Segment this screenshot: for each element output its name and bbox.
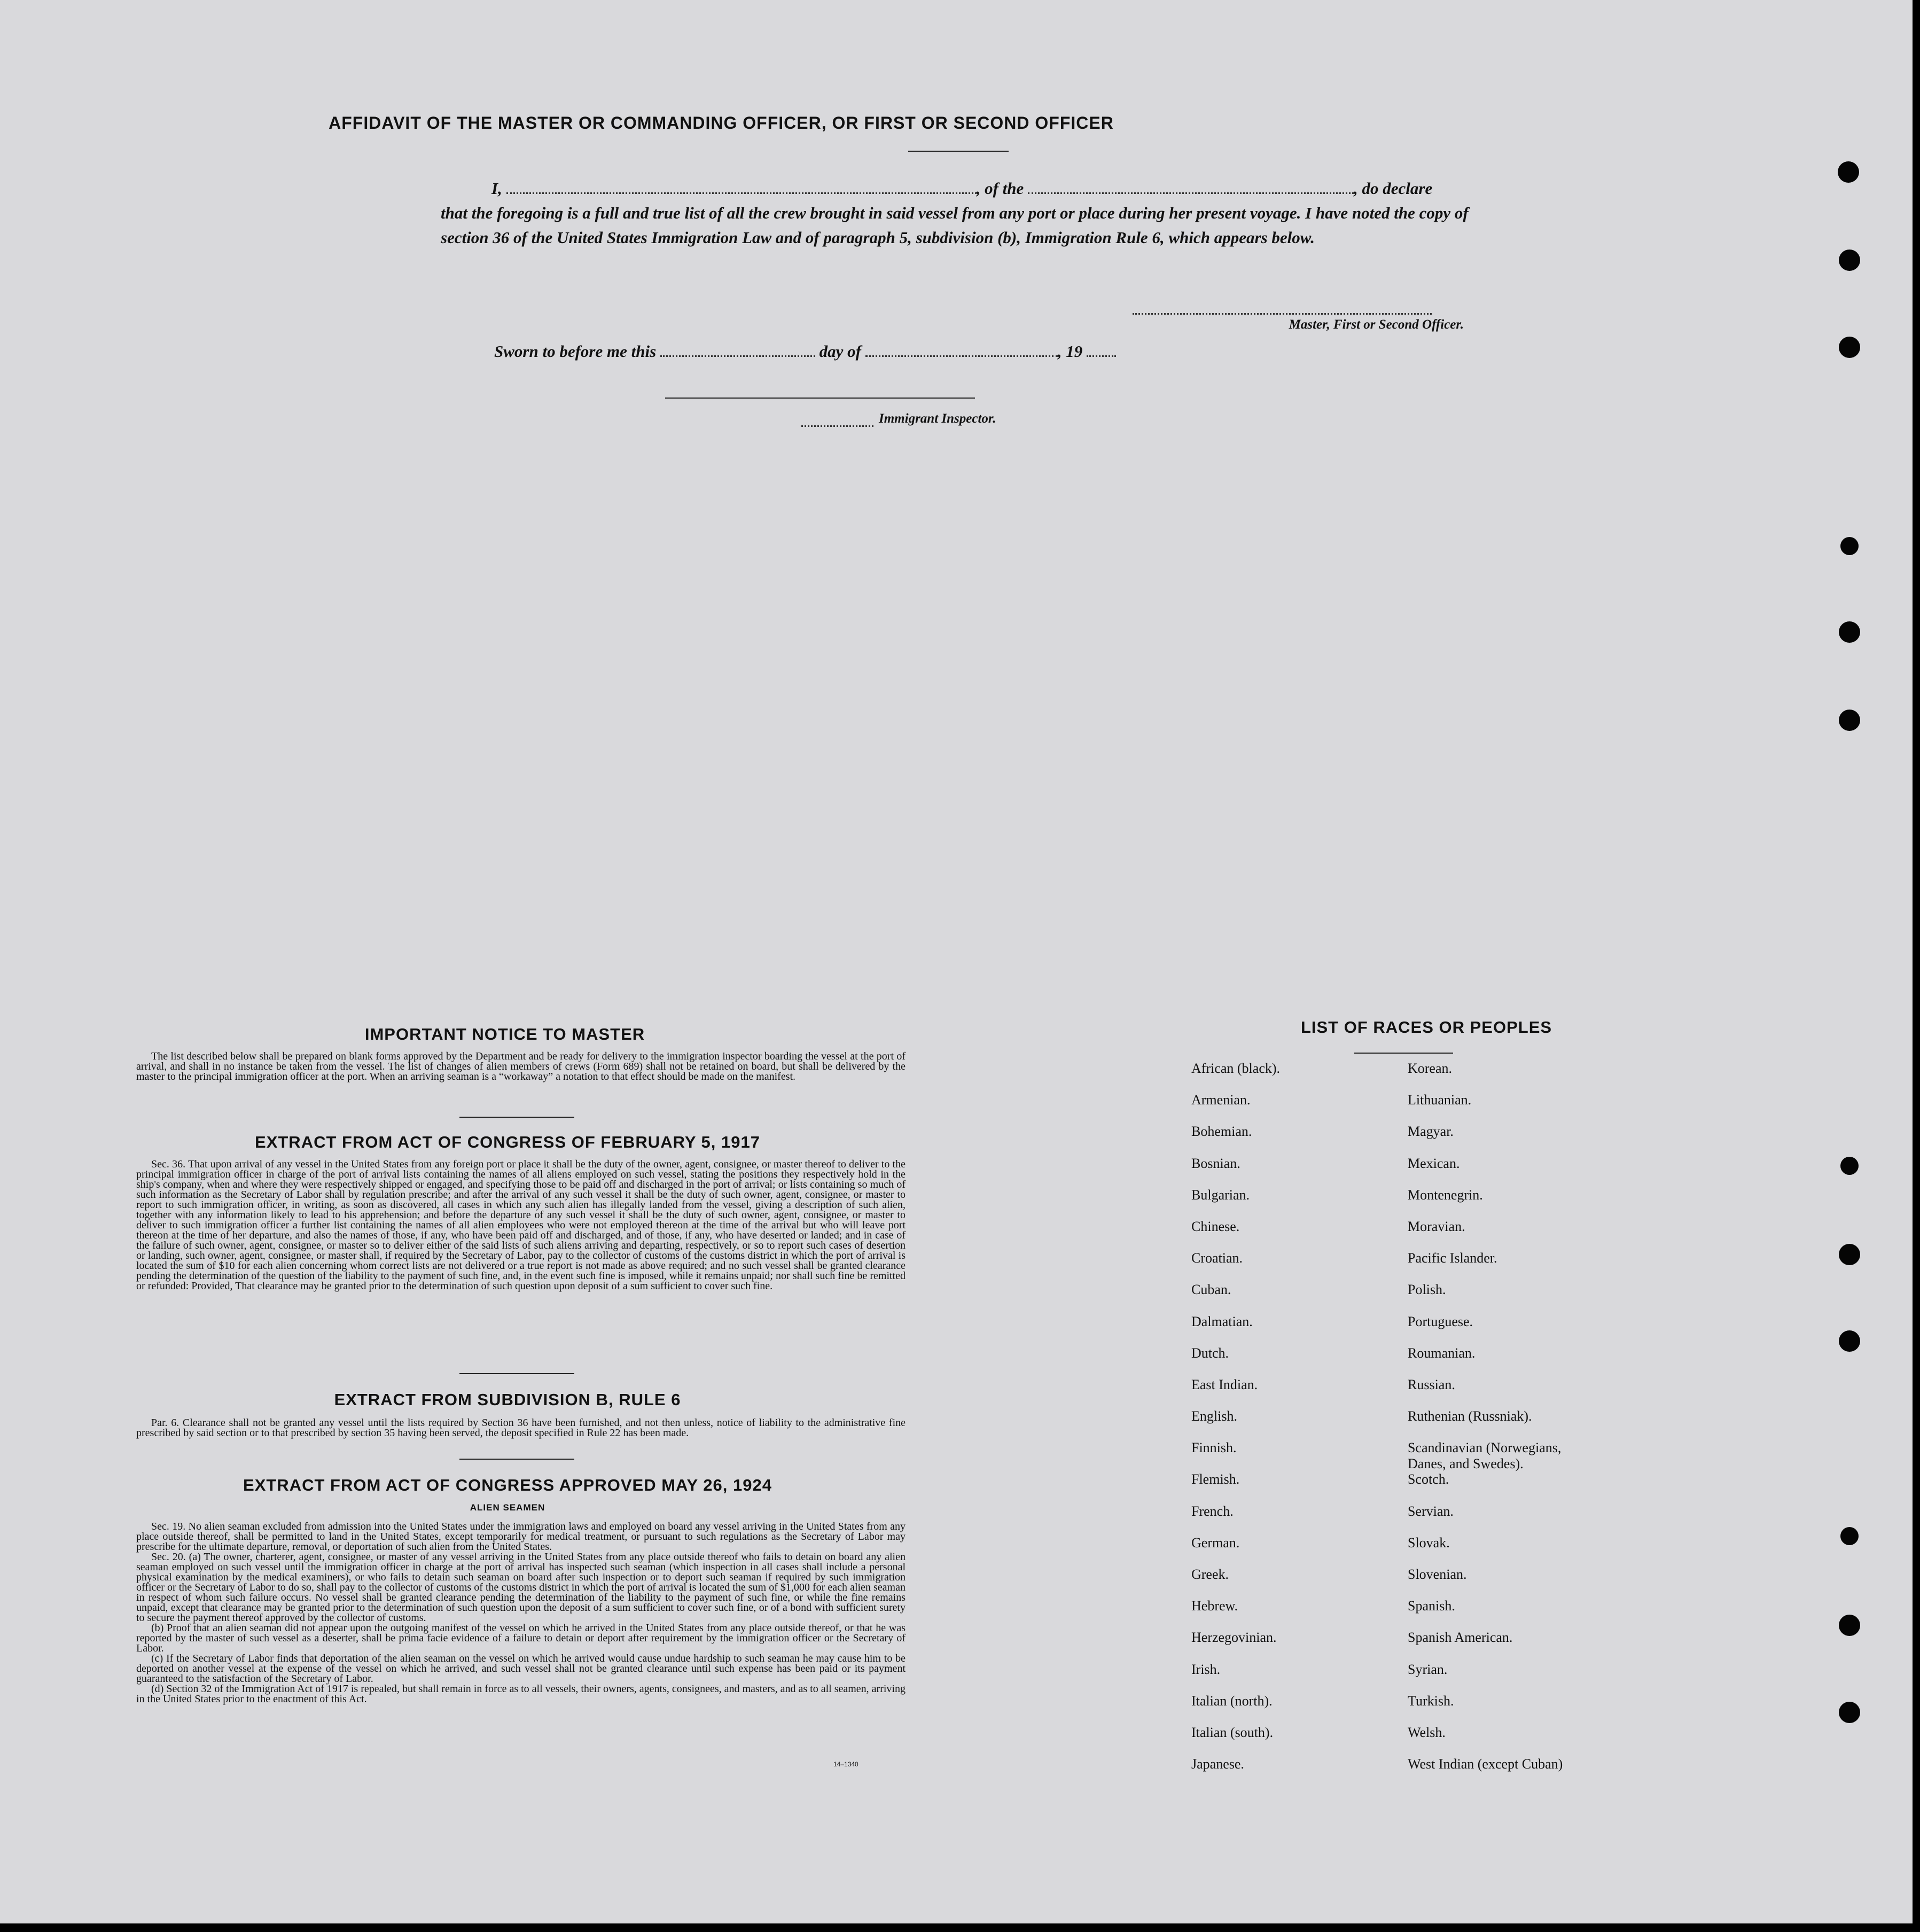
- affidavit-title: AFFIDAVIT OF THE MASTER OR COMMANDING OFFICER, OR FIRST OR SECOND OFFICER: [329, 113, 1114, 133]
- master-name-field[interactable]: [506, 187, 977, 194]
- affidavit-of-the: , of the: [976, 179, 1024, 198]
- race-item: African (black).: [1191, 1061, 1281, 1076]
- race-item: Moravian.: [1408, 1218, 1465, 1234]
- affidavit-do-declare: , do declare: [1354, 179, 1433, 198]
- race-item: Flemish.: [1191, 1471, 1240, 1487]
- extract-1924-subtitle: ALIEN SEAMEN: [470, 1502, 545, 1513]
- divider: [459, 1459, 574, 1460]
- race-item: Ruthenian (Russniak).: [1408, 1408, 1532, 1424]
- master-signature-line[interactable]: [1133, 313, 1432, 315]
- sworn-prefix: Sworn to before me this: [494, 342, 657, 361]
- punch-hole: [1839, 621, 1860, 643]
- race-item: Cuban.: [1191, 1282, 1231, 1298]
- punch-hole: [1840, 537, 1859, 555]
- race-item: Mexican.: [1408, 1155, 1460, 1171]
- race-item: Italian (south).: [1191, 1724, 1274, 1740]
- race-item: Finnish.: [1191, 1440, 1237, 1456]
- punch-hole: [1839, 1330, 1860, 1352]
- races-title: LIST OF RACES OR PEOPLES: [1300, 1018, 1552, 1037]
- race-item: Spanish.: [1408, 1598, 1455, 1614]
- extract-1917-paragraph: Sec. 36. That upon arrival of any vessel in the United States from any foreign port or place it shall be the duty of the owner, agent, consignee, or master thereof to deliver to the principal immigration officer in charge of the port of arrival lists containing the names of all aliens employed on such vessel, stating the positions they respectively hold in the ship's company, when and where they were respectively shipped or engaged, and specifying those to be paid off and discharged in the port of arrival; or lists containing so much of such information as the Secretary of Labor shall by regulation prescribe; and after the arrival of any such vessel it shall be the duty of such owner, agent, consignee, or master to report to such immigration officer, in writing, as soon as discovered, all cases in which any such alien has illegally landed from the vessel, giving a description of such alien, together with any information likely to lead to his apprehension; and before the departure of any such vessel it shall be the duty of such owner, agent, consignee, or master to deliver to such immigration officer a further list containing the names of all alien employees who were not employed thereon at the time of the arrival but who will leave port thereon at the time of her departure, and also the names of those, if any, who have been paid off and discharged, and of those, if any, who have deserted or landed; and in case of the failure of such owner, agent, consignee, or master so to deliver either of the said lists of such aliens arriving and departing, respectively, or so to report such cases of desertion or landing, such owner, agent, consignee, or master shall, if required by the Secretary of Labor, pay to the collector of customs of the customs district in which the port of arrival is located the sum of $10 for each alien concerning whom correct lists are not delivered or a true report is not made as above required; and no such vessel shall be granted clearance pending the determination of the question of the liability to the payment of such fine, and, in the event such fine is imposed, while it remains unpaid; nor shall such fine be remitted or refunded: Provided, That clearance may be granted prior to the determination of such question upon deposit of a sum sufficient to cover such fine.: [136, 1158, 906, 1292]
- race-item: Spanish American.: [1408, 1630, 1513, 1646]
- affidavit-body: [441, 176, 1474, 250]
- notice-text: [136, 1051, 906, 1082]
- race-item: German.: [1191, 1534, 1240, 1551]
- race-item: Syrian.: [1408, 1661, 1448, 1677]
- race-item: Bosnian.: [1191, 1155, 1240, 1171]
- race-item: Bulgarian.: [1191, 1187, 1250, 1203]
- title-divider: [908, 151, 1009, 152]
- punch-hole: [1839, 337, 1860, 358]
- races-divider: [1354, 1053, 1453, 1054]
- races-right-column: [1408, 1061, 1632, 1788]
- race-item: Magyar.: [1408, 1124, 1454, 1140]
- race-item: Portuguese.: [1408, 1313, 1473, 1329]
- extract-1924-text: [136, 1522, 906, 1704]
- race-item: French.: [1191, 1503, 1234, 1519]
- race-item: Slovenian.: [1408, 1567, 1467, 1582]
- sworn-year-prefix: , 19: [1057, 342, 1083, 361]
- race-item: Chinese.: [1191, 1218, 1240, 1234]
- races-left-column: [1191, 1061, 1416, 1788]
- extract-1917-title: EXTRACT FROM ACT OF CONGRESS OF FEBRUARY 5, 1917: [255, 1133, 760, 1151]
- extract-rule6-title: EXTRACT FROM SUBDIVISION B, RULE 6: [334, 1390, 681, 1409]
- sworn-day-field[interactable]: [660, 350, 815, 357]
- vessel-name-field[interactable]: [1028, 187, 1354, 194]
- race-item: Greek.: [1191, 1567, 1229, 1582]
- extract-1924-paragraph: Sec. 19. No alien seaman excluded from admission into the United States under the immigration laws and employed on board any vessel arriving in the United States from any place outside thereof, shall be permitted to land in the United States, except temporarily for medical treatment, or pursuant to such regulations as the Secretary of Labor may prescribe for the ultimate departure, removal, or deportation of such alien from the United States.: [136, 1521, 906, 1553]
- race-item: Bohemian.: [1191, 1124, 1252, 1140]
- extract-1924-paragraph: (d) Section 32 of the Immigration Act of 1917 is repealed, but shall remain in force as to all vessels, their owners, agents, consignees, and masters, and as to all seamen, arriving in the United States prior to the enactment of this Act.: [136, 1683, 906, 1705]
- form-number: 14–1340: [833, 1760, 858, 1768]
- race-item: Dalmatian.: [1191, 1313, 1253, 1329]
- race-item: Lithuanian.: [1408, 1092, 1472, 1108]
- race-item: Slovak.: [1408, 1534, 1450, 1551]
- race-item: Scotch.: [1408, 1471, 1449, 1487]
- sworn-year-field[interactable]: [1087, 350, 1116, 357]
- punch-hole: [1838, 161, 1859, 183]
- affidavit-first-line: [441, 176, 1474, 201]
- race-item: Servian.: [1408, 1503, 1454, 1519]
- extract-1924-title: EXTRACT FROM ACT OF CONGRESS APPROVED MAY 26, 1924: [243, 1476, 772, 1494]
- race-item: Turkish.: [1408, 1693, 1454, 1709]
- race-item: Hebrew.: [1191, 1598, 1238, 1614]
- race-item: Welsh.: [1408, 1724, 1446, 1740]
- affidavit-i-label: I,: [491, 179, 502, 198]
- race-item: West Indian (except Cuban): [1408, 1756, 1563, 1772]
- race-item: Scandinavian (Norwegians, Danes, and Swedes).: [1408, 1440, 1562, 1472]
- extract-1917-text: [136, 1159, 906, 1291]
- race-item: Roumanian.: [1408, 1345, 1476, 1361]
- punch-hole: [1839, 1702, 1860, 1723]
- punch-hole: [1839, 710, 1860, 731]
- notice-paragraph: The list described below shall be prepared on blank forms approved by the Department and be ready for delivery to the immigration inspector boarding the vessel at the port of arrival, and shall in no instance be taken from the vessel. The list of changes of alien members of crews (Form 689) shall not be retained on board, but shall be delivered by the master to the principal immigration officer at the port. When an arriving seaman is a “workaway” a notation to that effect should be made on the manifest.: [136, 1050, 906, 1082]
- race-item: Pacific Islander.: [1408, 1250, 1497, 1266]
- race-item: Herzegovinian.: [1191, 1630, 1277, 1646]
- master-signature-label: Master, First or Second Officer.: [1289, 317, 1464, 332]
- race-item: Polish.: [1408, 1282, 1446, 1298]
- race-item: Irish.: [1191, 1661, 1221, 1677]
- punch-hole: [1840, 1527, 1859, 1545]
- punch-hole: [1839, 1615, 1860, 1636]
- punch-hole: [1840, 1157, 1859, 1175]
- race-item: Montenegrin.: [1408, 1187, 1483, 1203]
- inspector-signature-dots: [801, 425, 873, 427]
- inspector-label: Immigrant Inspector.: [879, 411, 996, 426]
- divider: [459, 1373, 574, 1374]
- extract-1924-paragraph: Sec. 20. (a) The owner, charterer, agent, consignee, or master of any vessel arriving in the United States from any place outside thereof who fails to detain on board any alien seaman employed on such vessel until the immigration officer in charge at the port of arrival has inspected such seaman (which inspection in all cases shall include a personal physical examination by the medical examiners), or who fails to detain such seaman on board after such inspection or to deport such seaman if required by such immigration officer or the Secretary of Labor to do so, shall pay to the collector of customs of the customs district in which the port of arrival is located the sum of $1,000 for each alien seaman in respect of whom such failure occurs. No vessel shall be granted clearance pending the determination of the liability to the payment of such fine, or while the fine remains unpaid, except that clearance may be granted prior to the determination of such question upon the deposit of a sum sufficient to cover such fine, or of a bond with sufficient surety to secure the payment thereof approved by the collector of customs.: [136, 1551, 906, 1624]
- extract-1924-paragraph: (b) Proof that an alien seaman did not appear upon the outgoing manifest of the vessel on which he arrived in the United States from any place outside thereof, or that he was reported by the master of such vessel as a deserter, shall be prima facie evidence of a failure to detain or deport after requirement by the immigration officer or the Secretary of Labor.: [136, 1622, 906, 1654]
- affidavit-statement: that the foregoing is a full and true list of all the crew brought in said vessel from any port or place during her present voyage. I have noted the copy of section 36 of the United States Immigration Law and of paragraph 5, subdivision (b), Immigration Rule 6, which appears below.: [441, 204, 1469, 247]
- extract-rule6-paragraph: Par. 6. Clearance shall not be granted any vessel until the lists required by Section 36 have been furnished, and not then unless, notice of liability to the administrative fine prescribed by said section or to that prescribed by section 35 having been served, the deposit specified in Rule 22 has been made.: [136, 1417, 906, 1439]
- race-item: Korean.: [1408, 1061, 1453, 1076]
- race-item: Italian (north).: [1191, 1693, 1273, 1709]
- notice-title: IMPORTANT NOTICE TO MASTER: [364, 1025, 645, 1043]
- extract-rule6-text: [136, 1418, 906, 1438]
- sworn-line: [494, 342, 1242, 361]
- race-item: Croatian.: [1191, 1250, 1243, 1266]
- race-item: Armenian.: [1191, 1092, 1251, 1108]
- extract-1924-paragraph: (c) If the Secretary of Labor finds that deportation of the alien seaman on the vessel on which he arrived would cause undue hardship to such seaman he may cause him to be deported on another vessel at the expense of the vessel on which he arrived, and such vessel shall not be granted clearance until such expense has been paid or its payment guaranteed to the satisfaction of the Secretary of Labor.: [136, 1653, 906, 1685]
- punch-hole: [1839, 1244, 1860, 1265]
- sworn-day-of: day of: [819, 342, 861, 361]
- inspector-signature-line[interactable]: [665, 398, 975, 399]
- race-item: East Indian.: [1191, 1376, 1258, 1392]
- sworn-month-field[interactable]: [865, 350, 1058, 357]
- punch-hole: [1839, 250, 1860, 271]
- race-item: Japanese.: [1191, 1756, 1244, 1772]
- divider: [459, 1117, 574, 1118]
- race-item: Dutch.: [1191, 1345, 1229, 1361]
- race-item: Russian.: [1408, 1376, 1455, 1392]
- race-item: English.: [1191, 1408, 1237, 1424]
